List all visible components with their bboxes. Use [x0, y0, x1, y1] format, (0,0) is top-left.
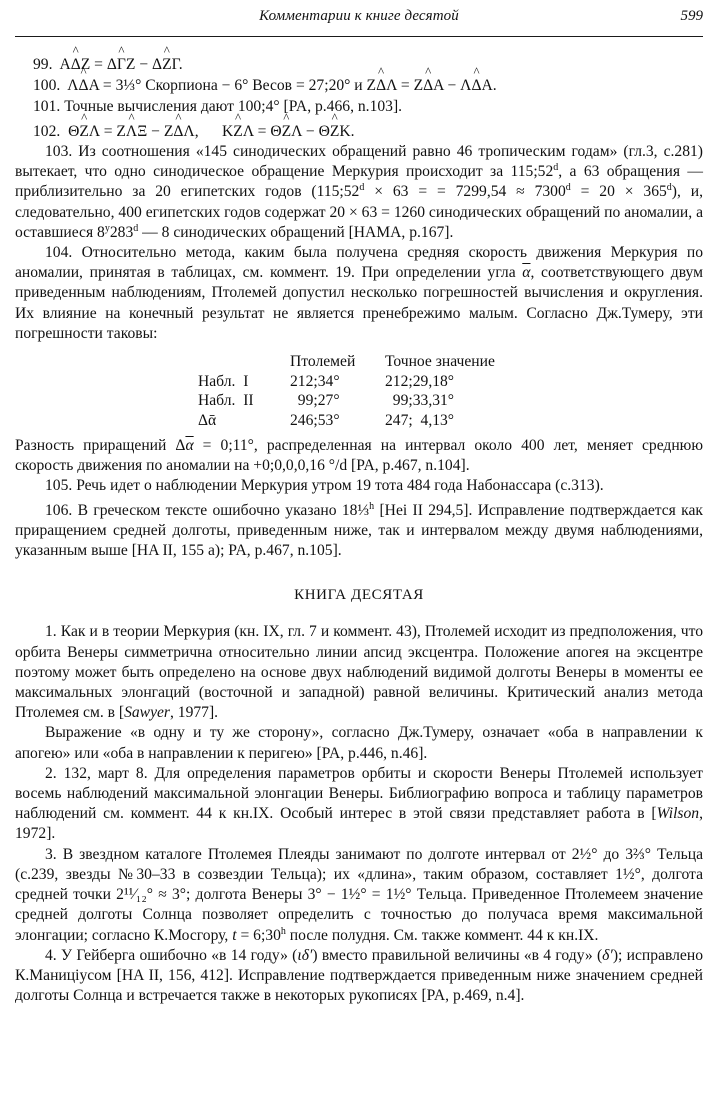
paragraph-text: 4. У Гейберга ошибочно «в 14 году» ( — [45, 946, 298, 964]
formula-text: Δ — [152, 56, 163, 73]
table-cell: 246;53° — [290, 411, 340, 429]
table-cell: 99;27° — [290, 392, 340, 410]
angle-vertex: ^ Z — [282, 121, 292, 142]
table-row — [198, 411, 545, 431]
superscript: d — [133, 222, 139, 234]
paragraph-text: ), и, следовательно, 400 египетских годов содержат 20 × 63 = 1260 синодических обращений по аномалии, а оставшиеся 8 — [15, 183, 703, 241]
comment-book10-3 — [15, 845, 703, 946]
formula-text: Z — [366, 77, 377, 94]
formula-text: Λ — [67, 77, 79, 94]
paragraph-text: , 1977]. — [169, 704, 219, 722]
paragraph-text: 106. В греческом тексте ошибочно указано 18⅓ — [45, 501, 370, 519]
table-cell: Набл. I — [198, 372, 249, 390]
page-number: 599 — [680, 8, 703, 24]
paragraph-text: 2. 132, март 8. Для определения параметров орбиты и скорости Венеры Птолемей использует восемь наблюдений максимальной элонгации Венеры. Библиографию вопроса и таблицу параметров наблюдений см. коммент. 44 к кн.IX. Особый интерес в этой связи представляет работа в [ — [15, 764, 703, 823]
table-row — [198, 391, 545, 411]
formula-text: A. — [481, 77, 497, 94]
superscript: d — [666, 182, 672, 194]
formula-text: K. — [339, 123, 355, 140]
formula-text: Δ — [106, 56, 117, 73]
comment-number: 99. — [33, 56, 53, 73]
angle-vertex: ^ Δ — [471, 75, 481, 96]
formula-text: Z — [116, 123, 126, 140]
table-cell: 247; 4,13° — [385, 411, 455, 429]
formula-text: Θ — [68, 123, 80, 140]
formula-text: = 3⅓° Скорпиона − 6° Весов = 27;20° и — [98, 77, 367, 94]
comment-number: 102. — [33, 123, 61, 140]
comment-104 — [15, 243, 703, 344]
table-cell: Набл. II — [198, 392, 254, 410]
formula-text: = — [90, 56, 107, 73]
comment-book10-1b: Выражение «в одну и ту же сторону», согласно Дж.Тумеру, означает «оба в направлении к апогею» или «оба в направлении к перигею» [PA, p.446, n.46]. — [15, 724, 703, 762]
angle-vertex: ^ Δ — [423, 75, 433, 96]
paragraph-text: = 6;30 — [236, 926, 281, 944]
formula-text: − — [147, 123, 164, 140]
comparison-table — [198, 352, 545, 430]
paragraph-text: , 1972]. — [15, 805, 703, 843]
formula-text: Γ. — [171, 56, 183, 73]
superscript: h — [280, 925, 286, 937]
comment-book10-1 — [15, 622, 703, 723]
angle-vertex: ^ Δ — [79, 75, 89, 96]
table-cell: 212;29,18° — [385, 372, 455, 390]
formula-text: K — [222, 123, 234, 140]
paragraph-text: 3. В звездном каталоге Птолемея Плеяды занимают по долготе интервал от 2½° до 3⅔° Тельца (с.239, звезды №30–33 в созвездии Тельца); их «длина», таким образом, составляет 1½°, долгота средней точки 2¹¹⁄₁₂° ≈ 3°; долгота Венеры 3° − 1½° = 1½° Тельца. Приведенное Птолемеем значение средней долготы Солнца позволяет определить с точностью до получаса время максимальной элонгации; согласно К.Мосгору, — [15, 845, 703, 944]
paragraph-text: , а 63 обращения — приблизительно за 20 египетских годов (115;52 — [15, 163, 703, 201]
comment-106 — [15, 501, 703, 562]
angle-vertex: ^ Z — [162, 54, 172, 75]
paragraph-text: = 0;11°, распределенная на интервал около 400 лет, меняет среднюю скорость движения по аномалии на +0;0,0,0,16 °/d [PA, p.467, n.104]. — [15, 437, 703, 475]
comment-number: 100. — [33, 77, 61, 94]
paragraph-text: 283 — [109, 223, 134, 241]
formula-text: − — [443, 77, 461, 94]
formula-text: − — [302, 123, 319, 140]
formula-text: Λ, — [183, 123, 199, 140]
paragraph-text: 104. Относительно метода, каким была получена средняя скорость движения Меркурия по аномалии, принятая в таблицах, см. коммент. 19. При определении угла — [15, 244, 703, 282]
header-rule — [15, 36, 703, 37]
greek-numeral: ιδ′ — [297, 946, 313, 964]
formula-text: = — [397, 77, 414, 94]
formula-text: Λ — [242, 123, 254, 140]
formula-text: Θ — [270, 123, 282, 140]
running-header — [15, 4, 703, 30]
comment-book10-2 — [15, 764, 703, 845]
superscript: d — [565, 182, 571, 194]
comment-103 — [15, 142, 703, 243]
angle-vertex: ^ Λ — [126, 121, 137, 142]
table-header-row — [198, 352, 545, 372]
greek-numeral: δ′ — [602, 946, 613, 964]
formula-text: Z — [125, 56, 136, 73]
comment-105: 105. Речь идет о наблюдении Меркурия утром 19 тота 484 года Набонассара (с.313). — [45, 477, 604, 495]
paragraph-text: ) вместо правильной величины «в 4 году» ( — [312, 946, 603, 964]
formula-text: Z — [80, 56, 91, 73]
paragraph-text: после полудня. См. также коммент. 44 к кн.IX. — [285, 926, 599, 944]
superscript: h — [369, 500, 375, 512]
paragraph-text: — 8 синодических обращений [HAMA, p.167]. — [138, 223, 454, 241]
paragraph-text: Разность приращений Δ — [15, 437, 186, 455]
formula-text: A — [433, 77, 444, 94]
angle-vertex: ^ Δ — [376, 75, 386, 96]
angle-vertex: ^ Z — [79, 121, 89, 142]
paragraph-text: [Hei II 294,5]. Исправление подтверждается как приращением средней долготы, приведенным ниже, так и интервалом между двумя наблюдениями, указанным выше [HA II, 155 a); PA, p.467, n.105]. — [15, 501, 703, 560]
formula-text: = — [253, 123, 271, 140]
formula-text: = — [99, 123, 117, 140]
formula-text: Λ — [88, 123, 100, 140]
comment-104-continuation — [15, 436, 703, 476]
formula-text: − — [135, 56, 153, 73]
comment-book10-4 — [15, 946, 703, 1007]
formula-text: A — [88, 77, 99, 94]
formula-text: A — [59, 56, 71, 73]
table-header-cell: Точное значение — [385, 353, 495, 371]
comment-100 — [15, 75, 703, 96]
formula-text: Λ — [386, 77, 398, 94]
citation-author: Wilson — [656, 805, 700, 823]
angle-vertex: ^ Γ — [117, 54, 126, 75]
table-cell: 212;34° — [290, 372, 340, 390]
table-row — [198, 372, 545, 392]
comparison-table-wrap — [15, 352, 703, 430]
table-cell: Δᾱ — [198, 411, 217, 429]
superscript: d — [359, 182, 365, 194]
running-title: Комментарии к книге десятой — [259, 8, 459, 24]
variable-t: t — [232, 926, 237, 944]
table-header-cell — [198, 352, 290, 372]
angle-vertex: ^ Δ — [173, 121, 183, 142]
formula-text: Z — [413, 77, 424, 94]
paragraph-text: = 20 × 365 — [570, 183, 667, 201]
table-header-cell: Птолемей — [290, 353, 356, 371]
angle-vertex: ^ Z — [330, 121, 340, 142]
table-cell: 99;33,31° — [385, 392, 455, 410]
formula-text: Θ — [318, 123, 330, 140]
angle-vertex: ^ Z — [233, 121, 243, 142]
formula-text: Λ — [291, 123, 303, 140]
page-body — [15, 46, 703, 1006]
alpha-bar-symbol: $\overline{\alpha}$ — [185, 437, 194, 455]
superscript: d — [553, 162, 559, 174]
paragraph-text: × 63 = = 7299,54 ≈ 7300 — [364, 183, 566, 201]
formula-text: Ξ — [137, 123, 148, 140]
comment-102 — [15, 121, 703, 142]
superscript: y — [104, 222, 110, 234]
angle-vertex: ^ Δ — [71, 54, 81, 75]
paragraph-text: 103. Из соотношения «145 синодических обращений равно 46 тропическим годам» (гл.3, с.281) вытекает, что одно синодическое обращение Меркурия происходит за 115;52 — [15, 143, 703, 181]
paragraph-text: 1. Как и в теории Меркурия (кн. IX, гл. 7 и коммент. 43), Птолемей исходит из предположения, что орбита Венеры симметрична относительно линии апсид эксцентра. Положение апогея на эксцентре поэтому может быть определено на основе двух наблюдений видимой долготы Венеры в моменты ее максимальных элонгаций (восточной и западной) равной величины. Критический анализ метода Птолемея см. в [ — [15, 623, 703, 722]
paragraph-text: , соответствующего двум приведенным наблюдениям, Птолемей допустил несколько погрешностей вычисления и округления. Их влияние на конечный результат не является пренебрежимо малым. Согласно Дж.Тумеру, эти погрешности таковы: — [15, 264, 703, 342]
formula-text: Λ — [460, 77, 472, 94]
alpha-bar-symbol: $\overline{\alpha}$ — [522, 264, 531, 282]
section-title: КНИГА ДЕСЯТАЯ — [294, 587, 424, 604]
paragraph-text: ); исправлено К.Маницiусом [HA II, 156, 412]. Исправление подтверждается приведенным ниже значением средней долготы Солнца и встречается также в некоторых рукописях [PA, p.469, n.4]. — [15, 946, 704, 1005]
comment-101: 101. Точные вычисления дают 100;4° [PA, p.466, n.103]. — [33, 98, 403, 115]
comment-99 — [15, 54, 703, 75]
citation-author: Sawyer — [124, 704, 170, 722]
formula-text: Z — [163, 123, 174, 140]
